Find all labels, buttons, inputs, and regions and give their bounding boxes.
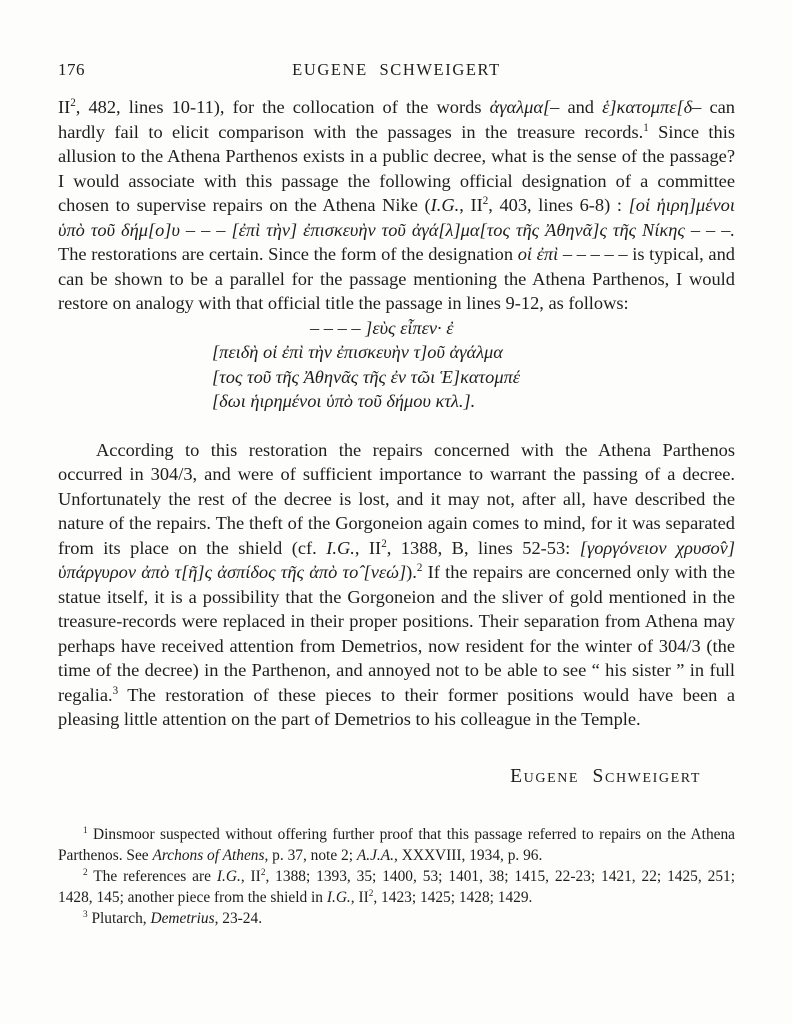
running-title: EUGENE SCHWEIGERT	[292, 60, 501, 79]
paragraph-restoration-discussion: According to this restoration the repairs concerned with the Athena Parthenos occurred in 304/3, and were of sufficient importance to warrant the passing of a decree. Unfortunately the rest of the decree is lost, and it may not, after all, have described the nature of the repairs. The theft of the Gorgoneion again comes to mind, for it was separated from its place on the shield (cf. I.G., $II^2$, 1388, B, lines 52-53: [γοργόνειον χρυσο̂ν] ὑπάργυρον ἀπὸ τ[ῆ]ς ἀσπίδος τῆς ἀπὸ το̂ [νεώ]).$^2$ If the repairs are concerned only with the statue itself, it is a possibility that the Gorgoneion and the sliver of gold mentioned in the treasure-records were replaced in their proper positions. Their separation from Athena may perhaps have received attention from Demetrios, now resident for the winter of 304/3 (the time of the decree) in the Parthenon, and annoyed not to be able to see “ his sister ” in full regalia.$^3$ The restoration of these pieces to their former positions would have been a pleasing little attention on the part of Demetrios to his colleague in the Temple.	[58, 439, 735, 729]
greek-quote-line-3: [τος τοῦ τῆς Ἀθηνᾶς τῆς ἐν τῶι Ἑ]κατομπέ	[212, 366, 521, 387]
greek-quote-line-1: – – – – ]εὺς εἶπεν· ἐ	[310, 317, 454, 338]
article-body	[58, 95, 735, 930]
greek-quote-line-2: [πειδὴ οἱ ἐπὶ τὴν ἐπισκευὴν τ]οῦ ἀγάλμα	[212, 342, 503, 362]
paragraph-collocation: $II^2$, 482, lines 10-11), for the collocation of the words ἀγαλμα[– and ἑ]κατομπε[δ– can hardly fail to elicit comparison with the passages in the treasure records.$^1$ Since this allusion to the Athena Parthenos exists in a public decree, what is the sense of the passage? I would associate with this passage the following official designation of a committee chosen to supervise repairs on the Athena Nike (I.G., $II^2$, 403, lines 6-8) : [οἱ ἡιρη]μένοι ὑπὸ τοῦ δήμ[ο]υ – – – [ἐπὶ τὴν] ἐπισκευὴν τοῦ ἀγά[λ]μα[τος τῆς Ἀθηνᾶ]ς τῆς Νίκης – – –. The restorations are certain. Since the form of the designation οἱ ἐπὶ – – – – – is typical, and can be shown to be a parallel for the passage mentioning the Athena Parthenos, I would restore on analogy with that official title the passage in lines 9-12, as follows:	[58, 96, 736, 313]
footnote-2: $^2$ The references are I.G., $II^2$, 1388; 1393, 35; 1400, 53; 1401, 38; 1415, 22-23; 1421, 22; 1425, 251; 1428, 145; another piece from the shield in I.G., $II^2$, 1423; 1425; 1428; 1429.	[58, 866, 735, 906]
footnote-3: $^3$ Plutarch, Demetrius, 23-24.	[83, 908, 263, 927]
page-number: 176	[58, 60, 85, 79]
greek-quote-line-4: [δωι ἡιρημένοι ὑπὸ τοῦ δήμου κτλ.].	[212, 391, 476, 411]
author-signature: Eugene Schweigert	[510, 765, 701, 787]
footnote-1: $^1$ Dinsmoor suspected without offering further proof that this passage referred to repairs on the Athena Parthenos. See Archons of Athens, p. 37, note 2; A.J.A., XXXVIII, 1934, p. 96.	[58, 824, 735, 864]
greek-restoration-block	[212, 316, 735, 414]
page-header	[58, 60, 735, 79]
footnotes-section	[58, 825, 735, 930]
